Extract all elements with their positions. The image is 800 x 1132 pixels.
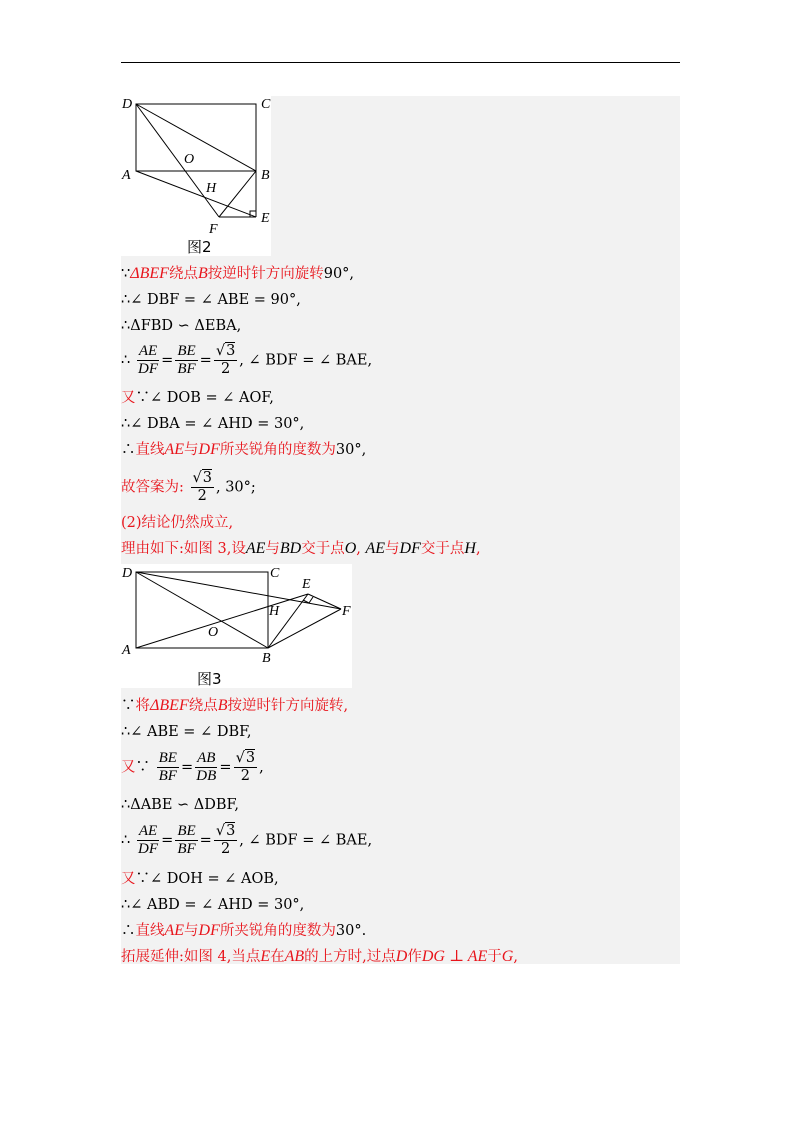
fig3-label-b: B <box>262 651 271 666</box>
text-line-19: 拓展延伸:如图 4,当点E在AB的上方时,过点D作DG ⊥ AE于G, <box>121 948 518 965</box>
text-line-12: ∴∠ ABE = ∠ DBF, <box>121 724 252 740</box>
fig2-label-c: C <box>261 97 271 112</box>
fig2-label-o: O <box>184 152 195 167</box>
fig3-label-o: O <box>208 625 219 640</box>
text-line-6: ∴∠ DBA = ∠ AHD = 30°, <box>121 416 305 432</box>
fig2-label-f: F <box>209 222 218 237</box>
text-line-9: (2)结论仍然成立, <box>121 515 234 531</box>
text-line-11: ∵将ΔBEF绕点B按逆时针方向旋转, <box>121 697 349 714</box>
fig2-label-e: E <box>261 211 270 226</box>
text-line-7: ∴直线AE与DF所夹锐角的度数为30°, <box>121 441 367 458</box>
text-line-14: ∴ΔABE ∽ ΔDBF, <box>121 797 239 813</box>
text-line-1: ∵ΔBEF绕点B按逆时针方向旋转90°, <box>121 265 355 282</box>
text-line-18: ∴直线AE与DF所夹锐角的度数为30°. <box>121 922 367 939</box>
fig3-label-c: C <box>270 566 280 581</box>
figure-3-caption: 图3 <box>197 670 222 688</box>
header-rule <box>121 62 680 63</box>
text-line-10: 理由如下:如图 3,设AE与BD交于点O, AE与DF交于点H, <box>121 540 481 557</box>
fig2-label-d: D <box>122 97 133 112</box>
text-line-8: 故答案为: $\frac{√3}{2}$ , 30°; <box>121 470 256 504</box>
fig3-label-a: A <box>122 643 131 658</box>
text-line-2: ∴∠ DBF = ∠ ABE = 90°, <box>121 292 301 308</box>
fig3-label-f: F <box>342 604 351 619</box>
figure-2-caption: 图2 <box>187 238 212 256</box>
text-line-3: ∴ΔFBD ∽ ΔEBA, <box>121 318 242 334</box>
fig2-label-h: H <box>206 181 217 196</box>
text-line-17: ∴∠ ABD = ∠ AHD = 30°, <box>121 897 305 913</box>
fig3-label-e: E <box>302 577 311 592</box>
fig2-label-b: B <box>261 168 270 183</box>
text-line-15: ∴ $\frac{AE}{DF}$ = $\frac{BE}{BF}$ = $\frac{√3}{2}$ , ∠ BDF = ∠ BAE, <box>121 823 373 857</box>
fig3-label-h: H <box>269 604 280 619</box>
text-line-13: 又∵ $\frac{BE}{BF}$ = $\frac{AB}{DB}$ = $\frac{√3}{2}$ , <box>121 750 264 784</box>
figure-3 <box>121 564 352 688</box>
text-line-16: 又∵∠ DOH = ∠ AOB, <box>121 871 279 887</box>
text-line-5: 又∵∠ DOB = ∠ AOF, <box>121 390 274 406</box>
fig3-label-d: D <box>122 566 133 581</box>
text-line-4: ∴ $\frac{AE}{DF}$ = $\frac{BE}{BF}$ = $\frac{√3}{2}$ , ∠ BDF = ∠ BAE, <box>121 343 373 377</box>
figure-2 <box>121 96 271 256</box>
fig2-label-a: A <box>122 168 131 183</box>
